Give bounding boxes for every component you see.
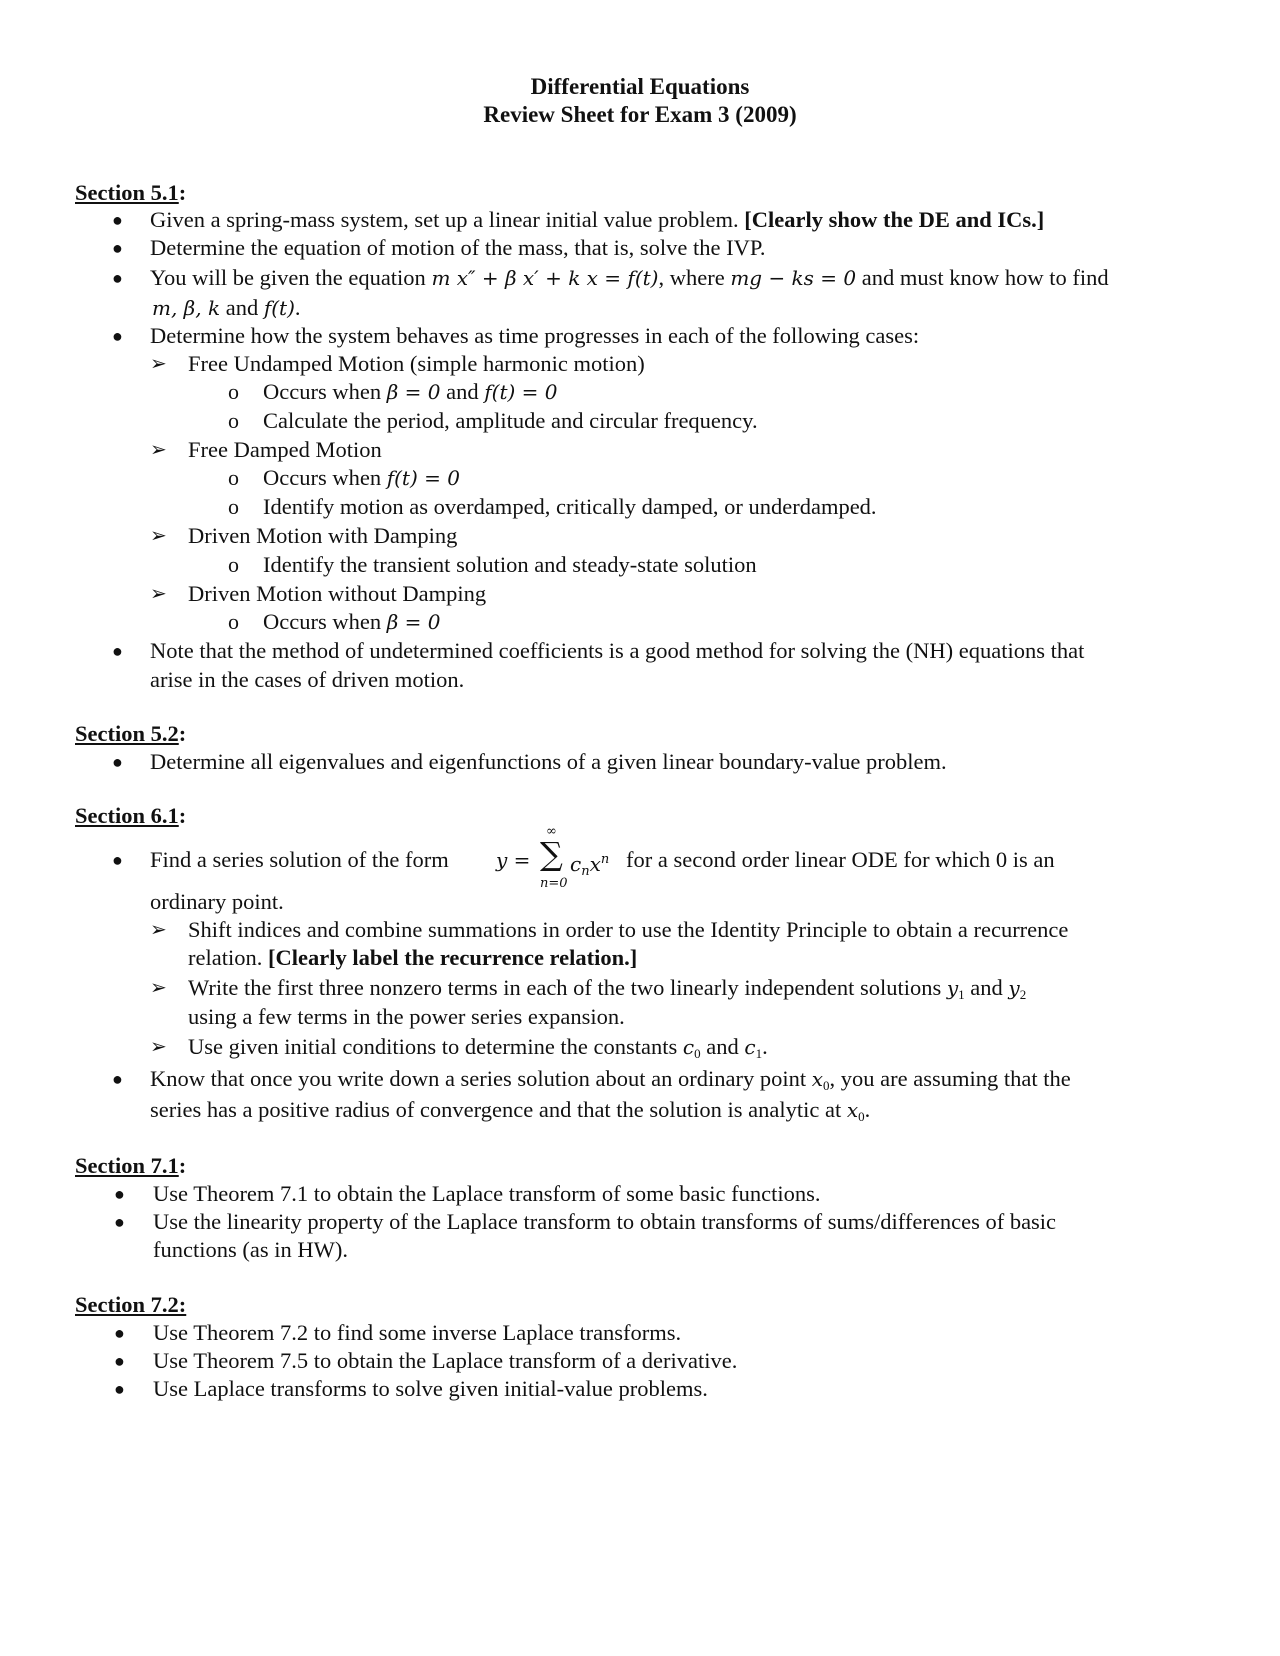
s72-bullet-1: Use Theorem 7.2 to find some inverse Laplace transforms. (153, 1320, 682, 1345)
document-title: Differential Equations (530, 74, 750, 99)
bullet-icon: ● (112, 210, 123, 230)
case-free-undamped-task: Calculate the period, amplitude and circular frequency. (263, 408, 758, 433)
arrow-bullet-icon: ➢ (150, 353, 167, 375)
sum-lower-limit: n=0 (540, 876, 568, 891)
arrow-bullet-icon: ➢ (150, 919, 167, 941)
circle-bullet-icon: o (228, 552, 239, 577)
circle-bullet-icon: o (228, 609, 239, 634)
s61-bullet-1-text: Find a series solution of the form (150, 847, 449, 872)
bullet-icon: ● (114, 1212, 125, 1232)
bullet-icon: ● (114, 1379, 125, 1399)
s61-bullet-2-line-1: Know that once you write down a series solution about an ordinary point $x_0$, you are assuming that the (150, 1066, 1071, 1093)
arrow-bullet-icon: ➢ (150, 583, 167, 605)
s51-bullet-3-line-2: m, β, k and f(t). (152, 295, 301, 320)
s71-bullet-1: Use Theorem 7.1 to obtain the Laplace transform of some basic functions. (153, 1181, 821, 1206)
s71-bullet-2-line-1: Use the linearity property of the Laplace transform to obtain transforms of sums/differences of basic (153, 1209, 1057, 1234)
circle-bullet-icon: o (228, 465, 239, 490)
section-heading-7-2: Section 7.2: (75, 1292, 187, 1317)
document-subtitle: Review Sheet for Exam 3 (2009) (483, 102, 797, 127)
s72-bullet-3: Use Laplace transforms to solve given initial-value problems. (153, 1376, 708, 1401)
case-free-damped-condition: Occurs when f(t) = 0 (263, 465, 460, 490)
s51-bullet-3-line-1: You will be given the equation m x″ + β x′ + k x = f(t), where mg − ks = 0 and must know how to find (150, 265, 1109, 290)
bullet-icon: ● (112, 752, 123, 772)
section-heading-6-1: Section 6.1: (75, 803, 187, 828)
bullet-icon: ● (114, 1323, 125, 1343)
s61-sub-2-line-2: using a few terms in the power series expansion. (188, 1004, 625, 1029)
arrow-bullet-icon: ➢ (150, 525, 167, 547)
bullet-icon: ● (112, 326, 123, 346)
circle-bullet-icon: o (228, 379, 239, 404)
bullet-icon: ● (112, 1069, 123, 1089)
case-free-undamped: Free Undamped Motion (simple harmonic motion) (188, 351, 645, 376)
series-term: $c_nx^n$ (570, 852, 610, 879)
sigma-icon: ∑ (540, 835, 563, 873)
s61-bullet-2-line-2: series has a positive radius of convergence and that the solution is analytic at $x_0$. (150, 1097, 871, 1124)
s51-bullet-4: Determine how the system behaves as time progresses in each of the following cases: (150, 323, 920, 348)
s61-sub-2-line-1: Write the first three nonzero terms in each of the two linearly independent solutions $y_1$ and $y_2$ (188, 975, 1027, 1002)
case-driven-undamped: Driven Motion without Damping (188, 581, 487, 606)
s51-bullet-2: Determine the equation of motion of the mass, that is, solve the IVP. (150, 235, 766, 260)
circle-bullet-icon: o (228, 494, 239, 519)
arrow-bullet-icon: ➢ (150, 1036, 167, 1058)
s61-sub-3: Use given initial conditions to determine the constants $c_0$ and $c_1$. (188, 1034, 768, 1061)
s61-sub-1-line-2: relation. [Clearly label the recurrence relation.] (188, 945, 638, 970)
s71-bullet-2-line-2: functions (as in HW). (153, 1237, 348, 1262)
equilibrium-equation: mg − ks = 0 (730, 266, 857, 290)
s72-bullet-2: Use Theorem 7.5 to obtain the Laplace transform of a derivative. (153, 1348, 738, 1373)
s61-bullet-1-line-2: ordinary point. (150, 889, 284, 914)
bullet-icon: ● (112, 850, 123, 870)
s61-bullet-1-text-end: for a second order linear ODE for which 0 is an (626, 847, 1055, 872)
bullet-icon: ● (112, 238, 123, 258)
s51-bullet-5-line-1: Note that the method of undetermined coefficients is a good method for solving the (NH) equations that (150, 638, 1085, 663)
case-free-damped-task: Identify motion as overdamped, critically damped, or underdamped. (263, 494, 877, 519)
bullet-icon: ● (112, 641, 123, 661)
arrow-bullet-icon: ➢ (150, 439, 167, 461)
s51-bullet-5-line-2: arise in the cases of driven motion. (150, 667, 465, 692)
bullet-icon: ● (112, 268, 123, 288)
series-y-equals: y = (496, 848, 531, 872)
case-free-undamped-condition: Occurs when β = 0 and f(t) = 0 (263, 379, 558, 404)
s52-bullet-1: Determine all eigenvalues and eigenfunctions of a given linear boundary-value problem. (150, 749, 947, 774)
case-driven-undamped-condition: Occurs when β = 0 (263, 609, 441, 634)
s51-bullet-1: Given a spring-mass system, set up a linear initial value problem. [Clearly show the DE and ICs.] (150, 207, 1045, 232)
section-heading-7-1: Section 7.1: (75, 1153, 187, 1178)
arrow-bullet-icon: ➢ (150, 977, 167, 999)
bullet-icon: ● (114, 1351, 125, 1371)
circle-bullet-icon: o (228, 408, 239, 433)
case-driven-damped: Driven Motion with Damping (188, 523, 458, 548)
bullet-icon: ● (114, 1184, 125, 1204)
case-driven-damped-task: Identify the transient solution and steady-state solution (263, 552, 757, 577)
s61-sub-1-line-1: Shift indices and combine summations in order to use the Identity Principle to obtain a recurrence (188, 917, 1069, 942)
section-heading-5-2: Section 5.2: (75, 721, 187, 746)
case-free-damped: Free Damped Motion (188, 437, 382, 462)
section-heading-5-1: Section 5.1: (75, 180, 187, 205)
equation-of-motion: m x″ + β x′ + k x = f(t) (431, 266, 659, 290)
sum-upper-limit: ∞ (546, 824, 557, 839)
